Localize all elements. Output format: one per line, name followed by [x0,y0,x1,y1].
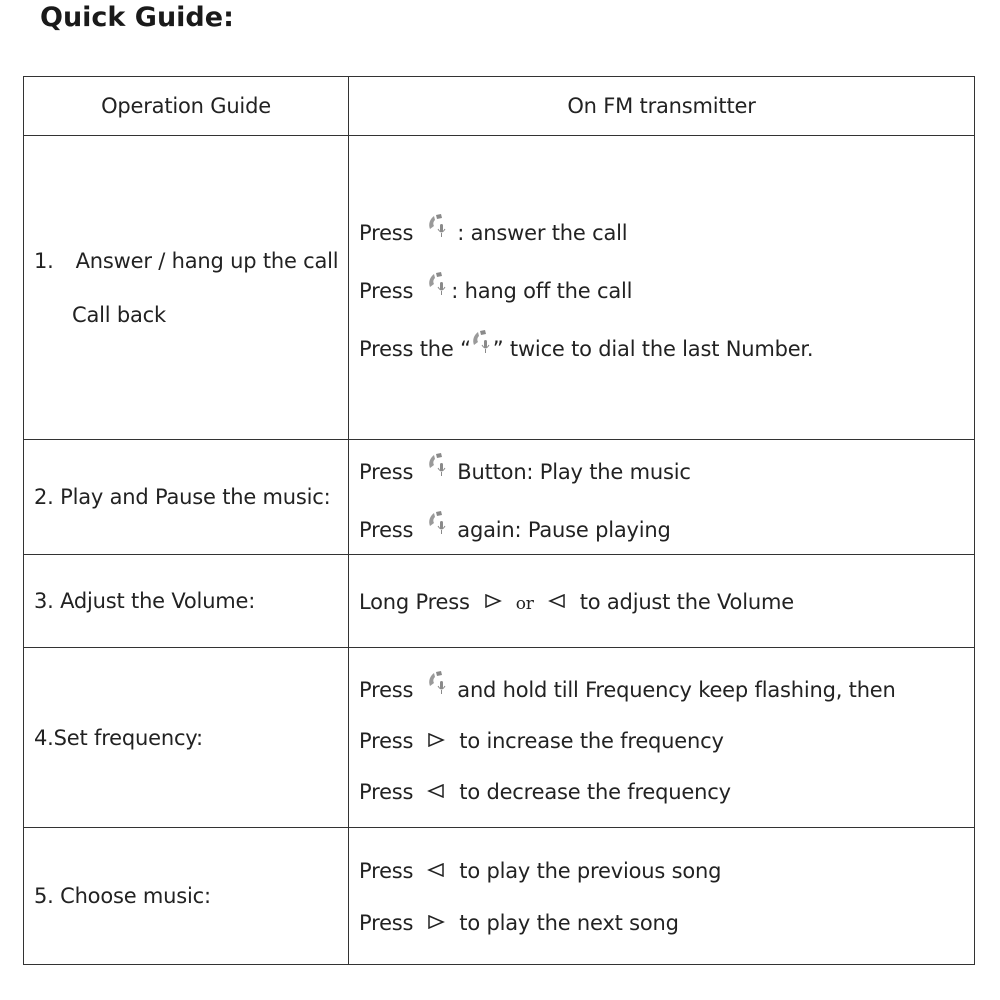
operation-label: Answer / hang up the call [75,248,339,273]
operation-cell [24,136,349,440]
operation-cell: 3. Adjust the Volume: [24,555,349,648]
action-line [359,910,974,935]
header-on-fm-transmitter: On FM transmitter [349,77,975,136]
press-text: Press [359,910,414,935]
operation-cell: 5. Choose music: [24,828,349,965]
action-text: to play the next song [459,910,679,935]
table-row [24,648,975,828]
table-row [24,555,975,648]
press-text: Long Press [359,589,470,614]
triangle-left-icon [427,779,445,793]
action-cell [349,555,975,648]
phone-mic-icon [427,511,449,539]
operation-line: Call back [72,302,166,327]
or-text: or [515,593,534,614]
action-line [359,779,974,804]
action-cell [349,828,975,965]
action-text: and hold till Frequency keep flashing, then [457,678,896,702]
action-text: : hang off the call [451,279,633,303]
table-row [24,828,975,965]
operation-line [34,249,348,273]
page-title: Quick Guide: [40,2,234,33]
press-text: Press [359,678,414,702]
operation-number: 1. [34,248,54,273]
press-text: Press [359,459,414,484]
phone-mic-icon [471,330,493,358]
phone-mic-icon [427,671,449,699]
action-line [359,671,974,702]
press-text: Press [359,517,414,542]
action-line [359,858,974,883]
press-text: Press [359,279,414,303]
operation-cell: 4.Set frequency: [24,648,349,828]
table-row [24,136,975,440]
triangle-left-icon [427,858,445,872]
action-text: Press the “ [359,337,471,361]
action-text: ” twice to dial the last Number. [492,337,814,361]
press-text: Press [359,780,414,804]
header-operation-guide: Operation Guide [24,77,349,136]
action-line [359,330,974,361]
phone-mic-icon [427,272,449,300]
action-text: Button: Play the music [457,459,691,484]
action-line [359,589,974,614]
action-cell [349,440,975,555]
action-line [359,453,974,484]
press-text: Press [359,858,414,883]
action-cell [349,136,975,440]
phone-mic-icon [427,214,449,242]
action-text: to decrease the frequency [459,780,731,804]
action-text: to adjust the Volume [579,589,794,614]
triangle-right-icon [427,910,445,924]
action-text: to play the previous song [459,858,722,883]
phone-mic-icon [427,453,449,481]
action-line [359,511,974,542]
action-line [359,272,974,303]
triangle-right-icon [427,728,445,742]
quick-guide-table [23,76,975,965]
action-text: again: Pause playing [457,517,671,542]
triangle-left-icon [548,589,566,603]
table-row [24,440,975,555]
action-line [359,214,974,245]
table-header-row [24,77,975,136]
action-text: to increase the frequency [459,729,724,753]
action-line [359,728,974,753]
action-cell [349,648,975,828]
action-text: : answer the call [457,221,628,245]
press-text: Press [359,729,414,753]
press-text: Press [359,221,414,245]
operation-cell: 2. Play and Pause the music: [24,440,349,555]
triangle-right-icon [484,589,502,603]
